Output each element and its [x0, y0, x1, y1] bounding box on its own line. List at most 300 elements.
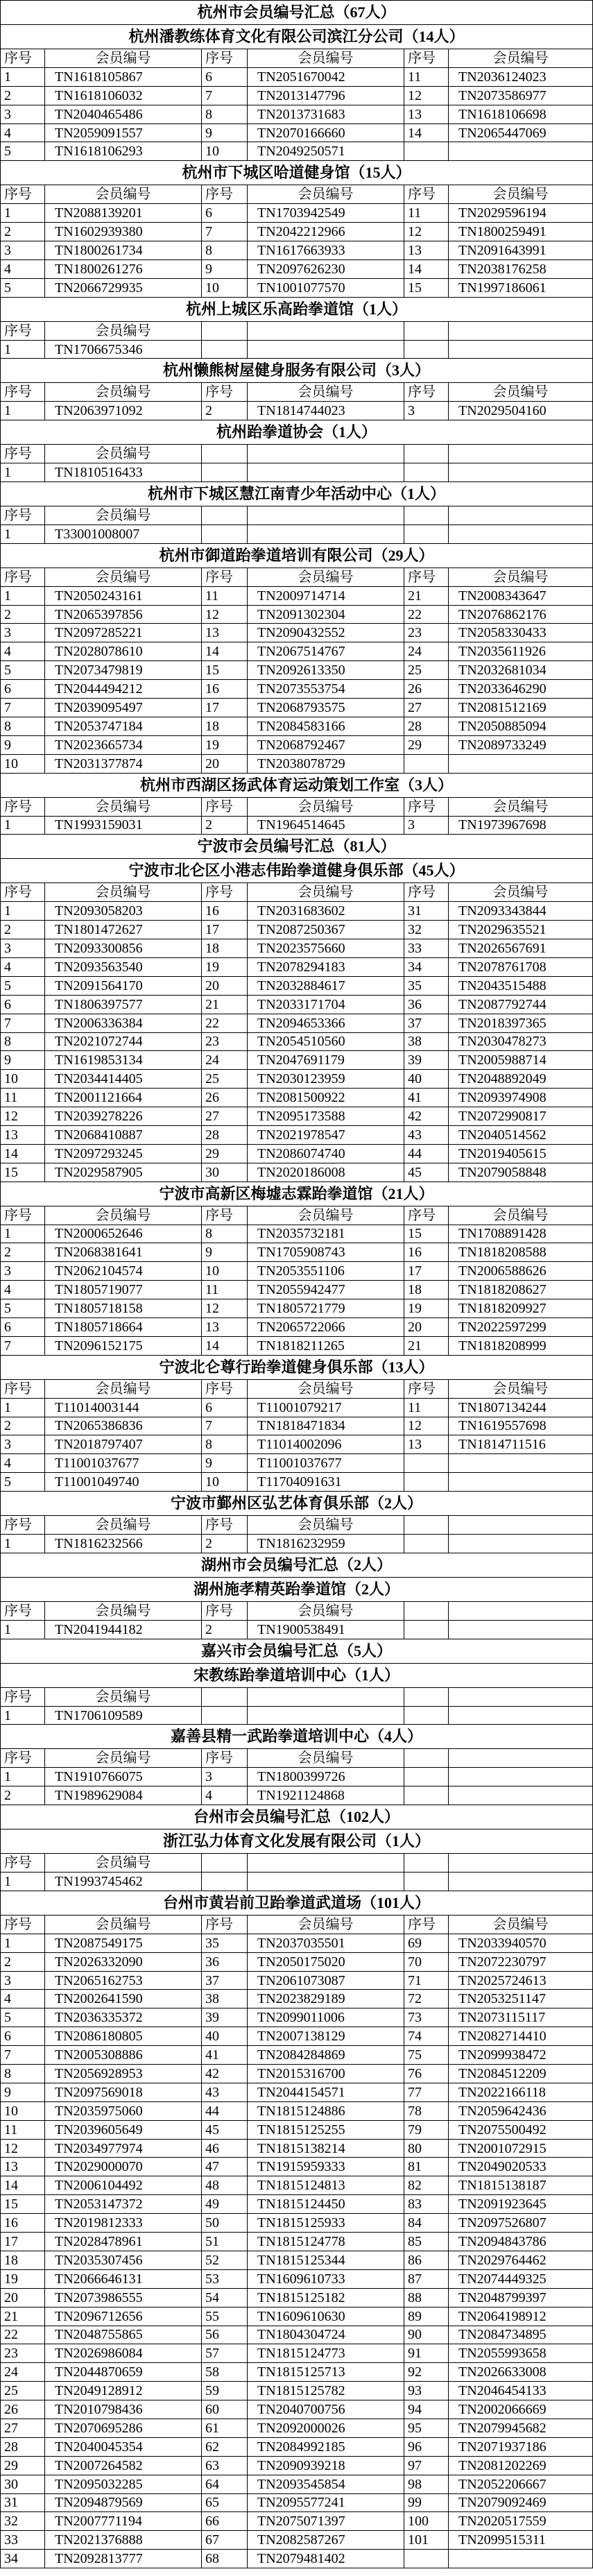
member-id-cell: TN1804304724	[248, 2326, 404, 2344]
member-id-cell: TN2036124023	[449, 67, 593, 86]
member-id-cell: TN1805718158	[45, 1299, 202, 1318]
index-cell: 76	[404, 2065, 449, 2083]
table-row	[1, 1620, 593, 1639]
table-row	[1, 2101, 593, 2120]
index-cell: 3	[1, 1971, 45, 1990]
index-cell: 38	[202, 1990, 248, 2008]
column-header-row	[1, 1379, 593, 1398]
member-id-header: 会员编号	[449, 1915, 593, 1934]
member-id-cell: TN2019405615	[449, 1144, 593, 1163]
member-id-cell: TN2074449325	[449, 2269, 593, 2288]
member-id-cell: TN2036335372	[45, 2008, 202, 2027]
index-cell: 18	[1, 2251, 45, 2269]
index-cell: 7	[1, 2046, 45, 2065]
member-id-cell: TN2084992185	[248, 2437, 404, 2456]
member-id-cell: TN2092613350	[248, 661, 404, 680]
table-row	[1, 1473, 593, 1492]
member-id-cell: TN2038176258	[449, 259, 593, 278]
index-cell: 1	[1, 1225, 45, 1243]
member-id-header: 会员编号	[45, 1601, 202, 1620]
index-cell: 5	[1, 976, 45, 995]
section-title: 嘉善县精一武跆拳道培训中心（4人）	[1, 1725, 593, 1749]
member-id-cell: TN2050175020	[248, 1952, 404, 1971]
index-header: 序号	[404, 383, 449, 402]
member-id-cell: TN2006104492	[45, 2176, 202, 2195]
index-cell: 1	[1, 586, 45, 605]
empty-cell	[404, 1535, 449, 1553]
index-header: 序号	[202, 1379, 248, 1398]
table-row	[1, 463, 593, 482]
table-row	[1, 1070, 593, 1089]
index-header: 序号	[404, 568, 449, 586]
index-cell: 6	[202, 1398, 248, 1417]
table-row	[1, 1299, 593, 1318]
index-cell: 3	[1, 939, 45, 958]
member-id-cell: TN2048799397	[449, 2288, 593, 2307]
member-id-cell: TN1609610630	[248, 2307, 404, 2326]
index-cell: 78	[404, 2101, 449, 2120]
member-id-cell: TN2090432552	[248, 624, 404, 642]
member-id-cell: TN1915959333	[248, 2158, 404, 2176]
index-cell: 2	[1, 1417, 45, 1435]
member-id-header: 会员编号	[248, 185, 404, 204]
member-id-cell: TN1815125782	[248, 2382, 404, 2400]
index-cell: 25	[1, 2382, 45, 2400]
index-cell: 2	[1, 605, 45, 624]
member-id-cell: TN1805718664	[45, 1317, 202, 1336]
member-id-cell: TN2091564170	[45, 976, 202, 995]
member-id-cell: TN2040700756	[248, 2400, 404, 2419]
index-header: 序号	[1, 445, 45, 463]
section-title: 杭州市下城区慧江南青少年活动中心（1人）	[1, 482, 593, 506]
empty-cell	[202, 463, 248, 482]
index-cell: 81	[404, 2158, 449, 2176]
member-id-cell: TN2039605649	[45, 2120, 202, 2139]
empty-cell	[202, 1873, 248, 1891]
index-cell: 65	[202, 2493, 248, 2512]
member-id-cell: TN2096712656	[45, 2307, 202, 2326]
index-cell: 7	[202, 1417, 248, 1435]
empty-cell	[248, 1854, 404, 1873]
index-cell: 7	[1, 1336, 45, 1355]
index-cell: 24	[1, 2363, 45, 2382]
empty-cell	[202, 524, 248, 543]
member-id-cell: TN1973967698	[449, 816, 593, 835]
member-id-cell: TN2021978547	[248, 1125, 404, 1144]
index-cell: 8	[1, 1032, 45, 1051]
member-id-header: 会员编号	[449, 185, 593, 204]
member-id-cell: TN1618106698	[449, 105, 593, 123]
table-row	[1, 2065, 593, 2083]
member-id-cell: TN2065386836	[45, 1417, 202, 1435]
empty-cell	[404, 1873, 449, 1891]
index-cell: 99	[404, 2493, 449, 2512]
index-cell: 93	[404, 2382, 449, 2400]
index-cell: 55	[202, 2307, 248, 2326]
index-cell: 5	[1, 142, 45, 161]
empty-cell	[404, 1516, 449, 1535]
member-id-cell: TN2078294183	[248, 957, 404, 976]
index-cell: 18	[202, 717, 248, 735]
index-header: 序号	[1, 797, 45, 816]
city-summary-title: 嘉兴市会员编号汇总（5人）	[1, 1639, 593, 1663]
index-cell: 2	[1, 1786, 45, 1805]
member-id-cell: TN2040514562	[449, 1125, 593, 1144]
index-cell: 6	[1, 2027, 45, 2046]
index-cell: 28	[202, 1125, 248, 1144]
empty-cell	[248, 1873, 404, 1891]
table-row	[1, 939, 593, 958]
section-title-row	[1, 1725, 593, 1749]
member-id-header: 会员编号	[248, 383, 404, 402]
member-id-cell: TN2054510560	[248, 1032, 404, 1051]
member-id-cell: TN1815124886	[248, 2101, 404, 2120]
column-header-row	[1, 185, 593, 204]
index-cell: 5	[1, 1473, 45, 1492]
index-cell: 29	[1, 2456, 45, 2475]
member-id-cell: TN2097626230	[248, 259, 404, 278]
member-id-cell: TN2010798436	[45, 2400, 202, 2419]
member-id-header: 会员编号	[248, 1915, 404, 1934]
section-title-row	[1, 25, 593, 49]
index-cell: 87	[404, 2269, 449, 2288]
empty-cell	[202, 321, 248, 340]
empty-cell	[404, 1786, 449, 1805]
index-cell: 1	[1, 402, 45, 420]
member-id-cell: TN2021376888	[45, 2531, 202, 2550]
member-id-header: 会员编号	[45, 1516, 202, 1535]
index-cell: 25	[404, 661, 449, 680]
empty-cell	[449, 340, 593, 359]
index-cell: 26	[202, 1089, 248, 1107]
column-header-row	[1, 1687, 593, 1706]
member-id-cell: TN2039278226	[45, 1107, 202, 1126]
index-header: 序号	[1, 383, 45, 402]
member-id-cell: TN2078761708	[449, 957, 593, 976]
index-cell: 9	[202, 123, 248, 142]
empty-cell	[449, 1516, 593, 1535]
member-id-cell: TN2002641590	[45, 1990, 202, 2008]
index-cell: 11	[202, 586, 248, 605]
table-row	[1, 278, 593, 297]
index-cell: 11	[404, 1398, 449, 1417]
index-cell: 16	[1, 2214, 45, 2233]
index-header: 序号	[1, 1854, 45, 1873]
member-id-cell: T11704091631	[248, 1473, 404, 1492]
index-cell: 11	[1, 2120, 45, 2139]
member-id-cell: TN2023575660	[248, 939, 404, 958]
index-cell: 73	[404, 2008, 449, 2027]
member-id-cell: TN2026986084	[45, 2344, 202, 2363]
table-row	[1, 754, 593, 773]
member-id-cell: TN2001121664	[45, 1089, 202, 1107]
member-id-cell: T11001037677	[248, 1454, 404, 1473]
index-cell: 15	[1, 2195, 45, 2214]
empty-cell	[202, 1687, 248, 1706]
index-cell: 67	[202, 2531, 248, 2550]
index-cell: 9	[1, 2083, 45, 2101]
member-id-cell: TN2044154571	[248, 2083, 404, 2101]
index-cell: 28	[1, 2437, 45, 2456]
empty-cell	[248, 506, 404, 525]
member-id-cell: TN1815125255	[248, 2120, 404, 2139]
member-id-cell: TN2035732181	[248, 1225, 404, 1243]
member-id-cell: TN2033646290	[449, 680, 593, 699]
member-id-cell: TN1801472627	[45, 921, 202, 939]
index-cell: 1	[1, 1398, 45, 1417]
index-cell: 21	[1, 2307, 45, 2326]
index-cell: 74	[404, 2027, 449, 2046]
column-header-row	[1, 1915, 593, 1934]
table-row	[1, 699, 593, 717]
index-cell: 4	[1, 1454, 45, 1473]
index-cell: 23	[1, 2344, 45, 2363]
member-id-cell: TN2094879569	[45, 2493, 202, 2512]
member-id-cell: TN1706109589	[45, 1706, 202, 1725]
member-id-table-body	[1, 1, 593, 2568]
member-id-cell: TN2026332090	[45, 1952, 202, 1971]
index-cell: 1	[1, 1706, 45, 1725]
member-id-cell: TN1706675346	[45, 340, 202, 359]
table-row	[1, 2363, 593, 2382]
index-cell: 9	[202, 1454, 248, 1473]
index-cell: 44	[202, 2101, 248, 2120]
empty-cell	[202, 340, 248, 359]
table-row	[1, 2176, 593, 2195]
member-id-cell: TN2040045354	[45, 2437, 202, 2456]
city-summary-title-row	[1, 1553, 593, 1577]
member-id-cell: TN2081500922	[248, 1089, 404, 1107]
empty-cell	[404, 1473, 449, 1492]
empty-cell	[449, 1473, 593, 1492]
index-cell: 15	[404, 1225, 449, 1243]
empty-cell	[202, 1706, 248, 1725]
index-cell: 10	[1, 754, 45, 773]
empty-cell	[449, 1873, 593, 1891]
member-id-header: 会员编号	[248, 1379, 404, 1398]
table-row	[1, 1317, 593, 1336]
table-row	[1, 816, 593, 835]
member-id-header: 会员编号	[248, 1206, 404, 1225]
index-cell: 10	[202, 278, 248, 297]
member-id-cell: TN2021072744	[45, 1032, 202, 1051]
member-id-cell: TN2035307456	[45, 2251, 202, 2269]
table-row	[1, 2326, 593, 2344]
member-id-cell: TN2039095497	[45, 699, 202, 717]
member-id-cell: TN2086074740	[248, 1144, 404, 1163]
index-cell: 37	[404, 1014, 449, 1032]
member-id-cell: TN2064198912	[449, 2307, 593, 2326]
index-cell: 1	[1, 463, 45, 482]
member-id-header: 会员编号	[45, 1854, 202, 1873]
city-summary-title: 杭州市会员编号汇总（67人）	[1, 1, 593, 25]
section-title-row	[1, 420, 593, 445]
member-id-cell: TN2055942477	[248, 1281, 404, 1299]
member-id-cell: TN1807134244	[449, 1398, 593, 1417]
index-cell: 44	[404, 1144, 449, 1163]
index-cell: 54	[202, 2288, 248, 2307]
index-cell: 25	[202, 1070, 248, 1089]
index-cell: 84	[404, 2214, 449, 2233]
index-cell: 49	[202, 2195, 248, 2214]
index-header: 序号	[1, 1206, 45, 1225]
index-cell: 13	[1, 1125, 45, 1144]
index-cell: 12	[202, 605, 248, 624]
member-id-cell: TN2068792467	[248, 735, 404, 754]
index-cell: 17	[202, 699, 248, 717]
index-cell: 1	[1, 902, 45, 921]
index-cell: 2	[1, 223, 45, 241]
index-cell: 39	[202, 2008, 248, 2027]
empty-cell	[404, 754, 449, 773]
empty-cell	[449, 1454, 593, 1473]
member-id-header: 会员编号	[449, 383, 593, 402]
member-id-cell: TN2099938472	[449, 2046, 593, 2065]
member-id-cell: TN2053251147	[449, 1990, 593, 2008]
index-cell: 41	[202, 2046, 248, 2065]
member-id-cell: TN2013731683	[248, 105, 404, 123]
city-summary-title-row	[1, 1, 593, 25]
index-header: 序号	[404, 1206, 449, 1225]
table-row	[1, 241, 593, 260]
member-id-cell: TN2051670042	[248, 67, 404, 86]
index-cell: 10	[202, 1473, 248, 1492]
member-id-cell: TN2073115117	[449, 2008, 593, 2027]
member-id-cell: TN2097285221	[45, 624, 202, 642]
table-row	[1, 1786, 593, 1805]
member-id-cell: TN1815124450	[248, 2195, 404, 2214]
index-header: 序号	[202, 49, 248, 68]
index-header: 序号	[1, 1915, 45, 1934]
index-cell: 9	[1, 1051, 45, 1070]
member-id-cell: TN2005308886	[45, 2046, 202, 2065]
empty-cell	[449, 1535, 593, 1553]
column-header-row	[1, 49, 593, 68]
index-cell: 13	[202, 624, 248, 642]
empty-cell	[248, 1687, 404, 1706]
index-cell: 92	[404, 2363, 449, 2382]
table-row	[1, 2083, 593, 2101]
member-id-cell: TN2097293245	[45, 1144, 202, 1163]
member-id-cell: TN2030123959	[248, 1070, 404, 1089]
index-cell: 36	[404, 995, 449, 1014]
table-row	[1, 2400, 593, 2419]
index-cell: 19	[202, 735, 248, 754]
member-id-cell: TN2053551106	[248, 1262, 404, 1281]
index-cell: 86	[404, 2251, 449, 2269]
member-id-cell: TN2068381641	[45, 1243, 202, 1262]
member-id-cell: TN1815124778	[248, 2233, 404, 2251]
index-cell: 4	[1, 1990, 45, 2008]
empty-cell	[404, 1620, 449, 1639]
section-title-row	[1, 161, 593, 185]
index-cell: 41	[404, 1089, 449, 1107]
index-cell: 13	[404, 105, 449, 123]
member-id-cell: TN2050243161	[45, 586, 202, 605]
index-cell: 11	[1, 1089, 45, 1107]
table-row	[1, 1051, 593, 1070]
index-cell: 3	[1, 241, 45, 260]
member-id-cell: TN1993745462	[45, 1873, 202, 1891]
index-cell: 15	[1, 1163, 45, 1182]
index-cell: 26	[404, 680, 449, 699]
index-cell: 2	[202, 816, 248, 835]
table-row	[1, 105, 593, 123]
section-title: 宁波北仑尊行跆拳道健身俱乐部（13人）	[1, 1355, 593, 1379]
member-id-header: 会员编号	[449, 568, 593, 586]
table-row	[1, 2195, 593, 2214]
member-id-cell: TN1805719077	[45, 1281, 202, 1299]
member-id-cell: TN2025724613	[449, 1971, 593, 1990]
member-id-cell: T11014002096	[248, 1435, 404, 1454]
index-cell: 12	[404, 86, 449, 105]
member-id-cell: TN1910766075	[45, 1768, 202, 1786]
member-id-cell: TN2093058203	[45, 902, 202, 921]
member-id-cell: TN2063971092	[45, 402, 202, 420]
member-id-cell: TN2015316700	[248, 2065, 404, 2083]
table-row	[1, 2288, 593, 2307]
index-cell: 1	[1, 1873, 45, 1891]
index-cell: 27	[202, 1107, 248, 1126]
empty-cell	[449, 1786, 593, 1805]
member-id-cell: TN2086180805	[45, 2027, 202, 2046]
index-cell: 46	[202, 2139, 248, 2158]
index-cell: 12	[404, 223, 449, 241]
index-cell: 6	[1, 995, 45, 1014]
section-title: 杭州市下城区哈道健身馆（15人）	[1, 161, 593, 185]
section-title: 杭州上城区乐高跆拳道馆（1人）	[1, 297, 593, 321]
member-id-cell: TN2068793575	[248, 699, 404, 717]
index-cell: 14	[1, 1144, 45, 1163]
index-cell: 24	[202, 1051, 248, 1070]
member-id-cell: TN2020517559	[449, 2512, 593, 2531]
index-cell: 69	[404, 1934, 449, 1952]
member-id-cell: TN1818208999	[449, 1336, 593, 1355]
section-title: 宁波市高新区梅墟志霖跆拳道馆（21人）	[1, 1182, 593, 1206]
index-cell: 15	[202, 661, 248, 680]
index-cell: 17	[202, 921, 248, 939]
member-id-cell: TN2093343844	[449, 902, 593, 921]
member-id-cell: TN2065722066	[248, 1317, 404, 1336]
index-header: 序号	[1, 568, 45, 586]
member-id-cell: TN2034977974	[45, 2139, 202, 2158]
index-cell: 18	[404, 1281, 449, 1299]
index-cell: 79	[404, 2120, 449, 2139]
member-id-cell: TN2084512209	[449, 2065, 593, 2083]
index-cell: 2	[1, 1952, 45, 1971]
index-cell: 2	[202, 402, 248, 420]
index-header: 序号	[404, 1915, 449, 1934]
table-row	[1, 642, 593, 661]
member-id-cell: TN2048892049	[449, 1070, 593, 1089]
member-id-cell: TN2035611926	[449, 642, 593, 661]
member-id-cell: TN2089733249	[449, 735, 593, 754]
table-row	[1, 1032, 593, 1051]
member-id-header: 会员编号	[248, 1516, 404, 1535]
empty-cell	[404, 321, 449, 340]
section-title: 杭州跆拳道协会（1人）	[1, 420, 593, 445]
member-id-cell: TN2091643991	[449, 241, 593, 260]
empty-cell	[404, 1768, 449, 1786]
member-id-cell: TN1818208588	[449, 1243, 593, 1262]
column-header-row	[1, 1516, 593, 1535]
index-cell: 72	[404, 1990, 449, 2008]
member-id-cell: TN2028478961	[45, 2233, 202, 2251]
member-id-cell: TN2081202269	[449, 2456, 593, 2475]
index-cell: 9	[202, 259, 248, 278]
section-title: 杭州市御道跆拳道培训有限公司（29人）	[1, 543, 593, 568]
index-cell: 70	[404, 1952, 449, 1971]
